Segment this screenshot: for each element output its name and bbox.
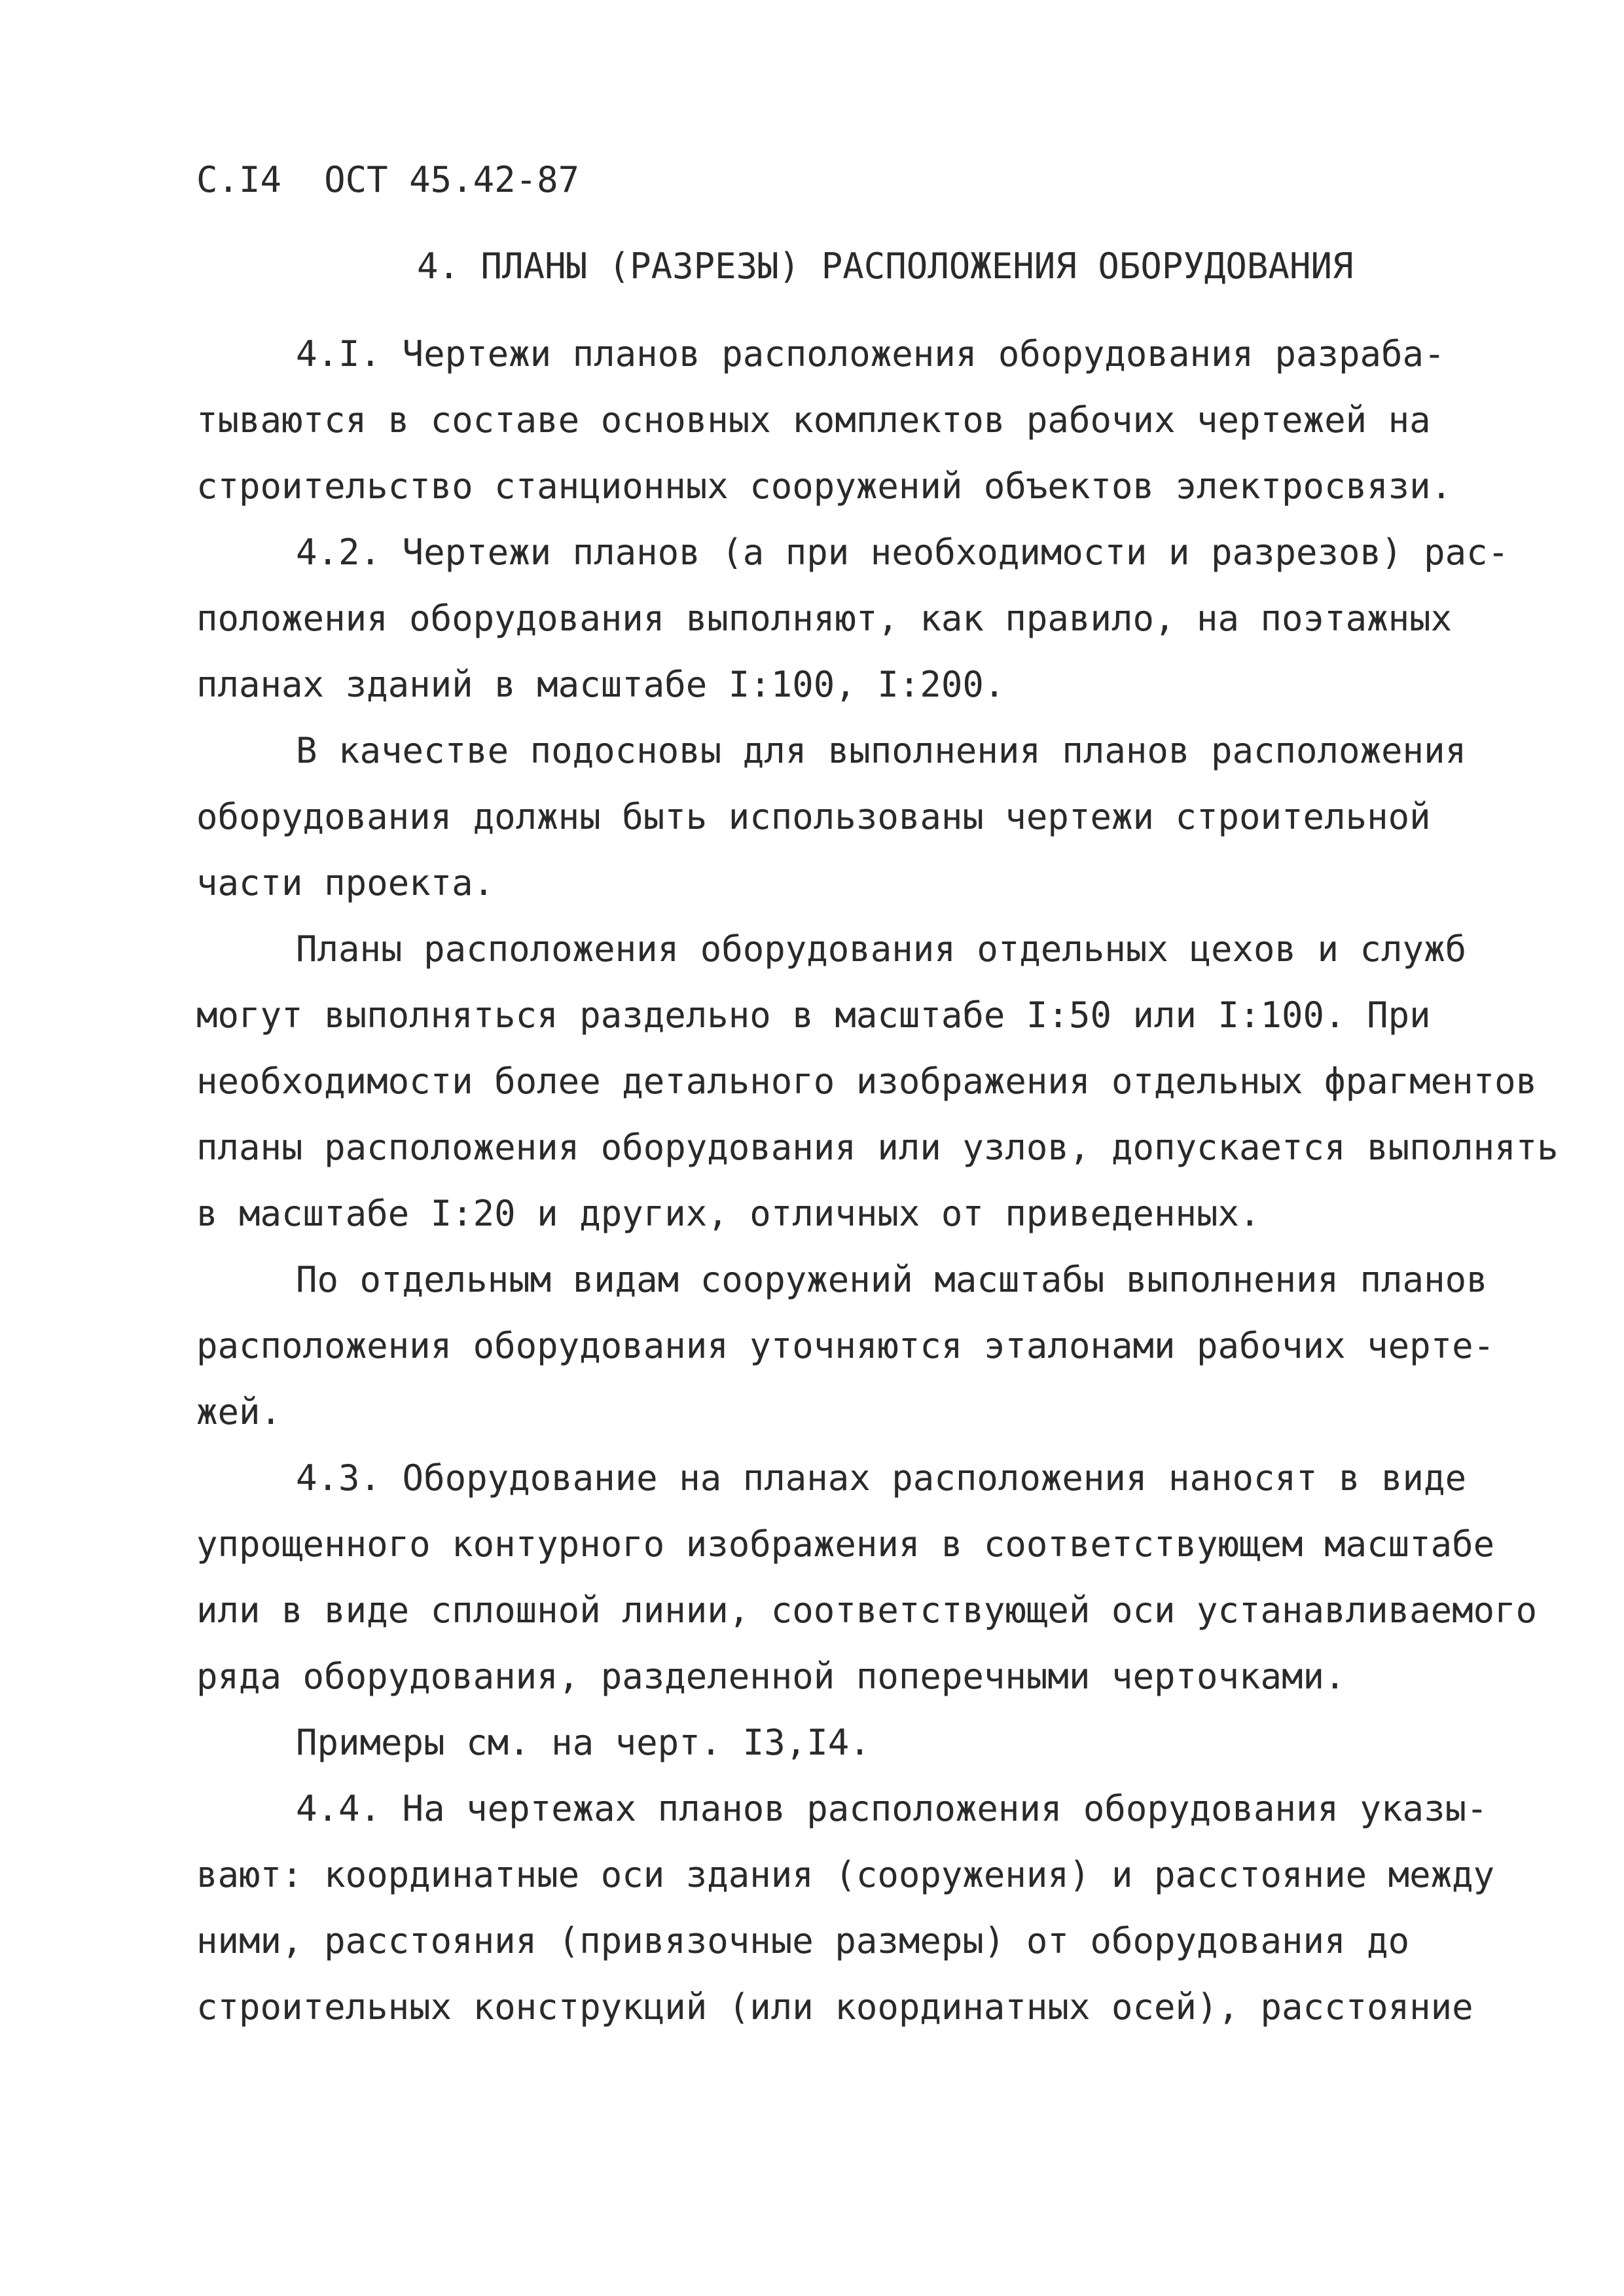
text-line: планы расположения оборудования или узлов, допускается выполнять xyxy=(196,1127,1559,1168)
text-line: Примеры см. на черт. I3,I4. xyxy=(296,1722,871,1763)
text-line: 4.3. Оборудование на планах расположения наносят в виде xyxy=(296,1457,1467,1499)
text-line: строительство станционных сооружений объектов электросвязи. xyxy=(196,465,1453,507)
text-line: вают: координатные оси здания (сооружения) и расстояние между xyxy=(196,1854,1495,1895)
text-line: или в виде сплошной линии, соответствующей оси устанавливаемого xyxy=(196,1590,1538,1631)
text-line: в масштабе I:20 и других, отличных от приведенных. xyxy=(196,1193,1261,1234)
text-line: оборудования должны быть использованы чертежи строительной xyxy=(196,796,1431,837)
text-line: 4.I. Чертежи планов расположения оборудования разраба- xyxy=(296,333,1445,374)
page-header: С.I4 ОСТ 45.42-87 xyxy=(196,159,580,200)
text-line: жей. xyxy=(196,1391,282,1432)
text-line: 4.2. Чертежи планов (а при необходимости и разрезов) рас- xyxy=(296,532,1509,573)
text-line: В качестве подосновы для выполнения планов расположения xyxy=(296,730,1467,771)
text-line: Планы расположения оборудования отдельных цехов и служб xyxy=(296,928,1467,970)
text-line: тываются в составе основных комплектов рабочих чертежей на xyxy=(196,399,1431,441)
section-title: 4. ПЛАНЫ (РАЗРЕЗЫ) РАСПОЛОЖЕНИЯ ОБОРУДОВАНИЯ xyxy=(417,246,1354,287)
text-line: положения оборудования выполняют, как правило, на поэтажных xyxy=(196,598,1453,639)
text-line: строительных конструкций (или координатных осей), расстояние xyxy=(196,1986,1473,2028)
text-line: ними, расстояния (привязочные размеры) от оборудования до xyxy=(196,1920,1410,1961)
text-line: части проекта. xyxy=(196,862,495,903)
text-line: могут выполняться раздельно в масштабе I:50 или I:100. При xyxy=(196,994,1431,1036)
text-line: По отдельным видам сооружений масштабы выполнения планов xyxy=(296,1259,1488,1300)
text-line: 4.4. На чертежах планов расположения оборудования указы- xyxy=(296,1788,1488,1829)
text-line: упрощенного контурного изображения в соответствующем масштабе xyxy=(196,1523,1495,1565)
text-line: необходимости более детального изображения отдельных фрагментов xyxy=(196,1061,1538,1102)
text-line: планах зданий в масштабе I:100, I:200. xyxy=(196,664,1005,705)
text-line: ряда оборудования, разделенной поперечными черточками. xyxy=(196,1656,1346,1697)
text-line: расположения оборудования уточняются эталонами рабочих черте- xyxy=(196,1325,1495,1366)
